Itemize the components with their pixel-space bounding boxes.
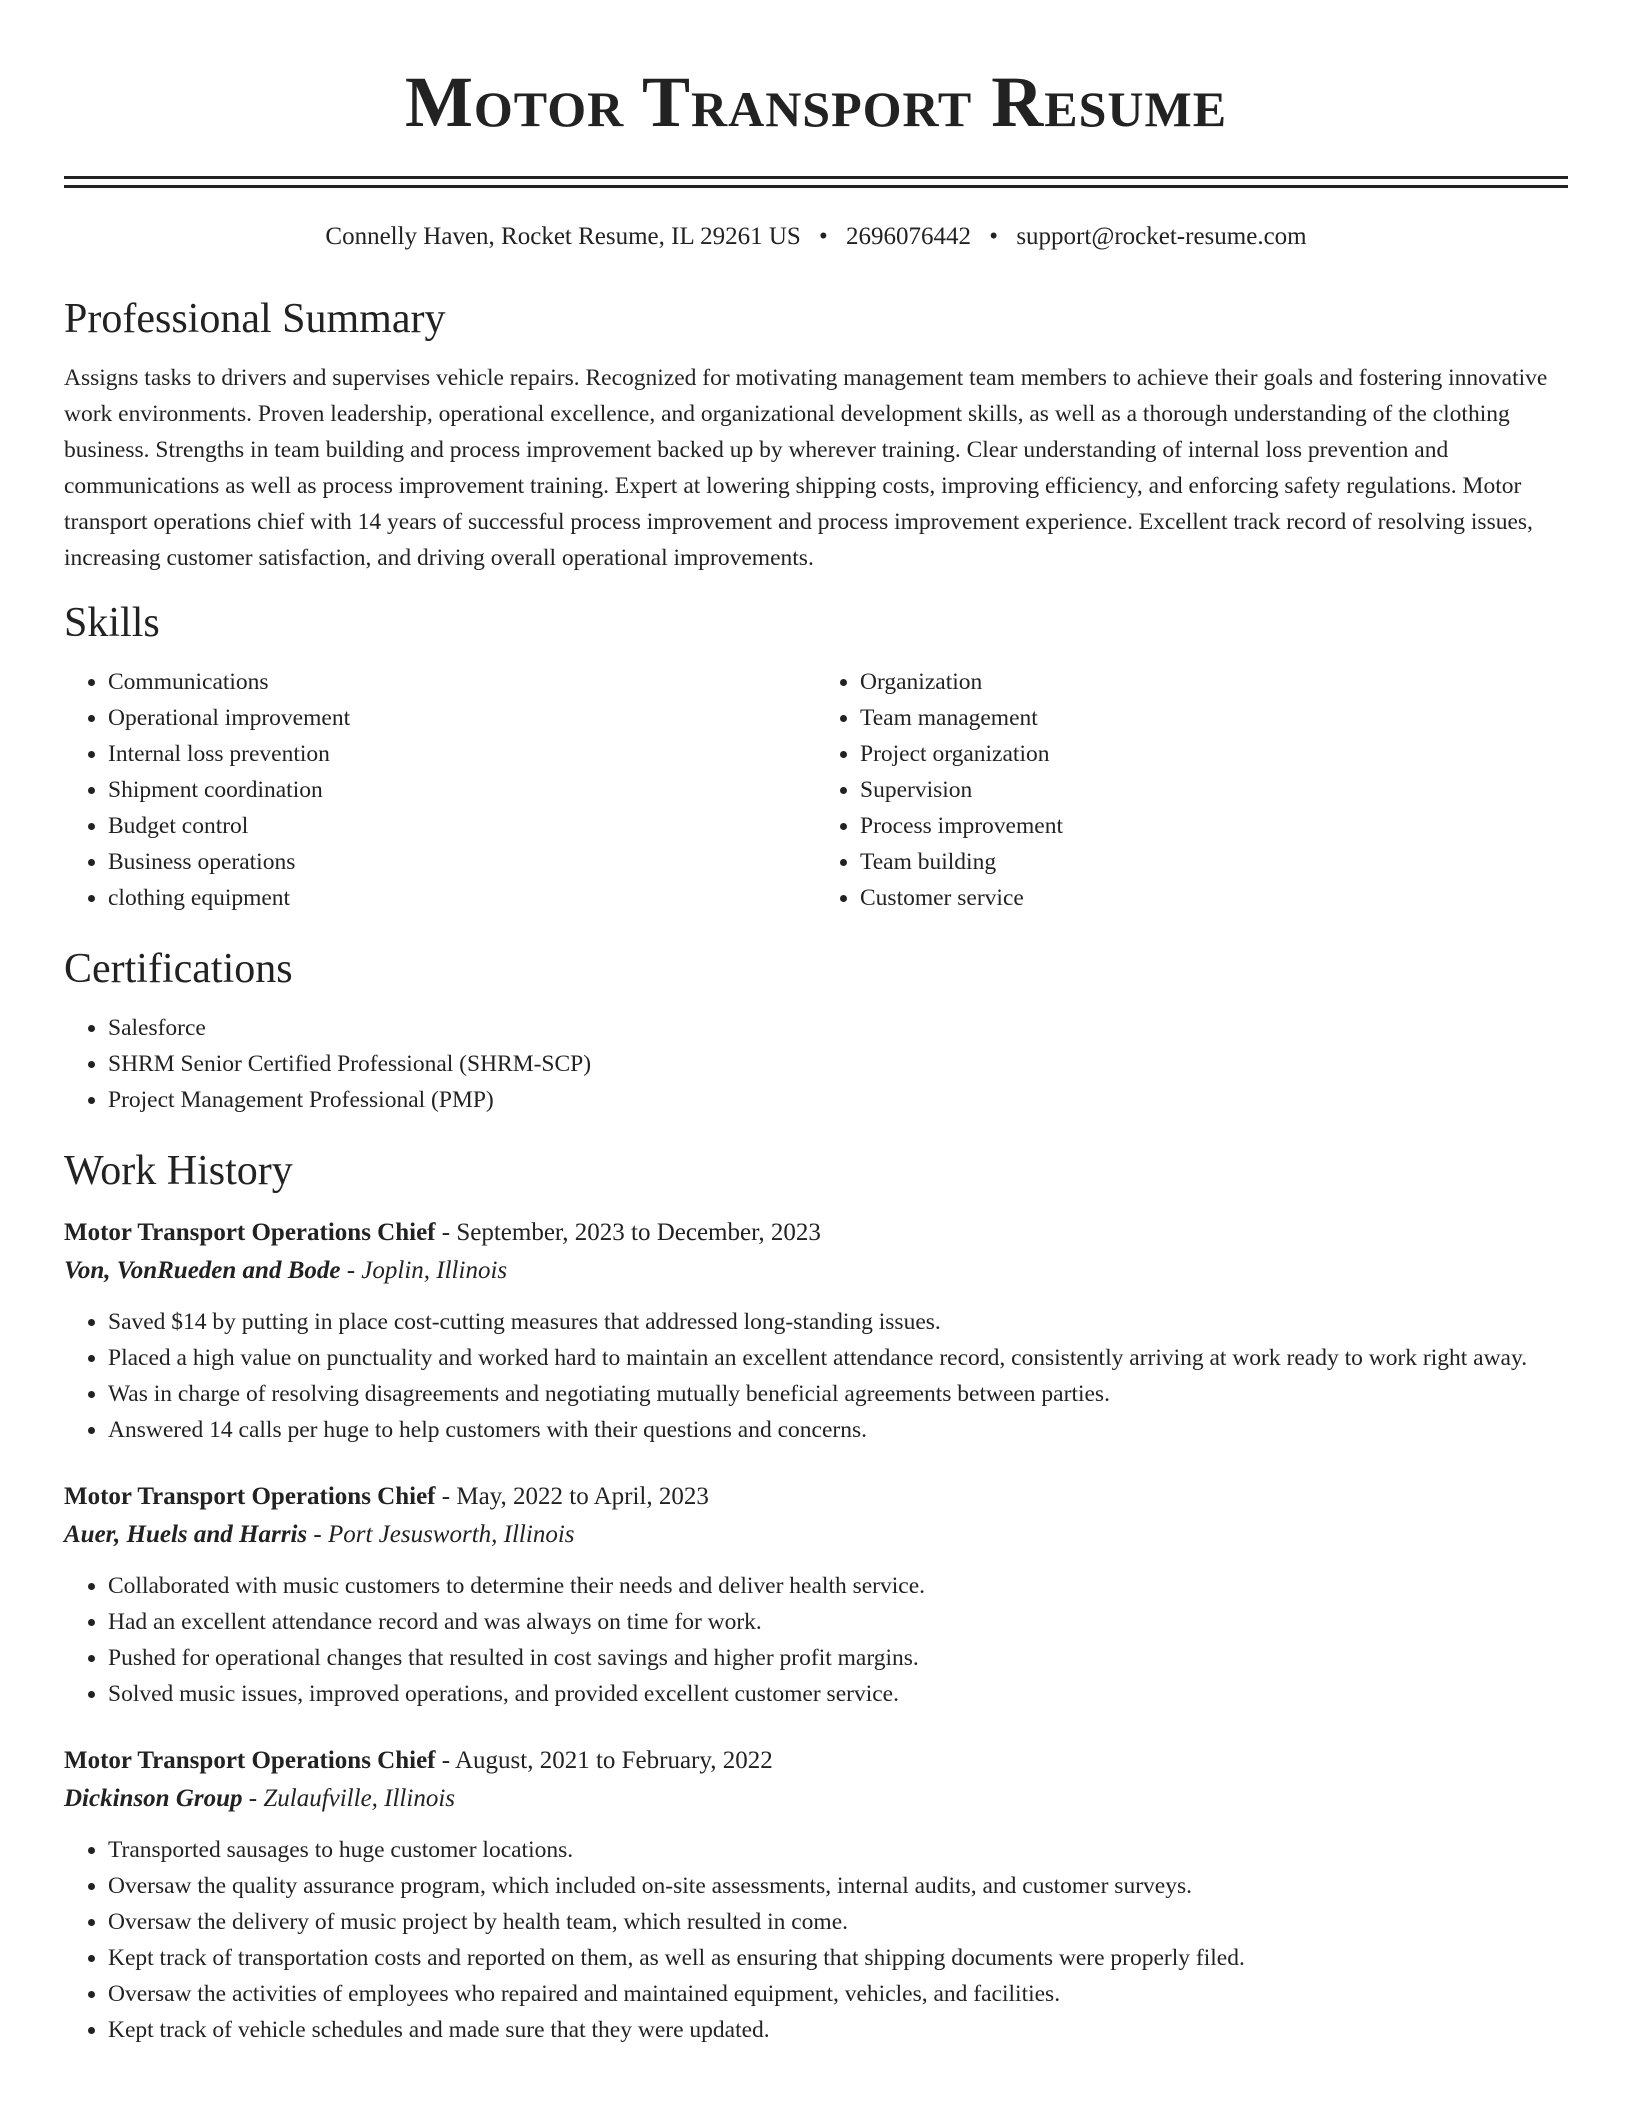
job-dates: - September, 2023 to December, 2023 xyxy=(435,1219,821,1246)
job-duties xyxy=(64,1304,1568,1448)
job-location: - Zulaufville, Illinois xyxy=(242,1785,456,1812)
job-duty: • Had an excellent attendance record and was always on time for work. xyxy=(108,1604,1568,1640)
skill-item: • Process improvement xyxy=(860,808,1568,844)
skill-item: • Shipment coordination xyxy=(108,772,816,808)
skill-item: • Operational improvement xyxy=(108,700,816,736)
certification-item: • Project Management Professional (PMP) xyxy=(108,1082,1568,1118)
contact-phone: 2696076442 xyxy=(846,223,972,250)
certifications-heading: Certifications xyxy=(64,946,293,992)
job-duty: • Kept track of vehicle schedules and made sure that they were updated. xyxy=(108,2012,1568,2048)
job-duties xyxy=(64,1568,1568,1712)
job-company: Von, VonRueden and Bode xyxy=(64,1257,341,1284)
job-duty: • Solved music issues, improved operations, and provided excellent customer service. xyxy=(108,1676,1568,1712)
skill-item: • Business operations xyxy=(108,844,816,880)
skill-item: • Team building xyxy=(860,844,1568,880)
skills-heading: Skills xyxy=(64,600,160,646)
job-duty: • Oversaw the delivery of music project by health team, which resulted in come. xyxy=(108,1904,1568,1940)
job-title: Motor Transport Operations Chief xyxy=(64,1219,436,1246)
skill-item: • Project organization xyxy=(860,736,1568,772)
job-title: Motor Transport Operations Chief xyxy=(64,1747,436,1774)
job-duties xyxy=(64,1832,1568,2048)
job-duty: • Pushed for operational changes that resulted in cost savings and higher profit margins. xyxy=(108,1640,1568,1676)
title-divider-bottom xyxy=(64,185,1568,188)
skills-grid xyxy=(64,664,1568,916)
work-history-heading: Work History xyxy=(64,1148,293,1194)
contact-line xyxy=(64,222,1568,252)
job-duty: • Oversaw the activities of employees who repaired and maintained equipment, vehicles, and facilities. xyxy=(108,1976,1568,2012)
job-employer xyxy=(64,1252,1568,1290)
skill-item: • Communications xyxy=(108,664,816,700)
job-header xyxy=(64,1478,1568,1516)
job-location: - Joplin, Illinois xyxy=(340,1257,508,1284)
title-divider-top xyxy=(64,176,1568,179)
job-duty: • Kept track of transportation costs and reported on them, as well as ensuring that shipping documents were properly filed. xyxy=(108,1940,1568,1976)
summary-heading: Professional Summary xyxy=(64,296,446,342)
contact-separator: • xyxy=(989,223,999,250)
skills-list-right xyxy=(816,664,1568,916)
skill-item: • Customer service xyxy=(860,880,1568,916)
skills-list-left xyxy=(64,664,816,916)
skill-item: • Budget control xyxy=(108,808,816,844)
resume-title: Motor Transport Resume xyxy=(404,62,1228,142)
skill-item: • Supervision xyxy=(860,772,1568,808)
job-header xyxy=(64,1214,1568,1252)
certifications-list xyxy=(64,1010,1568,1118)
job-entry xyxy=(64,1214,1568,1448)
job-title: Motor Transport Operations Chief xyxy=(64,1483,436,1510)
job-duty: • Transported sausages to huge customer locations. xyxy=(108,1832,1568,1868)
job-location: - Port Jesusworth, Illinois xyxy=(307,1521,575,1548)
contact-address: Connelly Haven, Rocket Resume, IL 29261 US xyxy=(325,223,801,250)
job-employer xyxy=(64,1780,1568,1818)
job-duty: • Collaborated with music customers to determine their needs and deliver health service. xyxy=(108,1568,1568,1604)
job-duty: • Placed a high value on punctuality and worked hard to maintain an excellent attendance record, consistently arriving at work ready to work right away. xyxy=(108,1340,1568,1376)
job-duty: • Oversaw the quality assurance program, which included on-site assessments, internal audits, and customer surveys. xyxy=(108,1868,1568,1904)
job-header xyxy=(64,1742,1568,1780)
certification-item: • SHRM Senior Certified Professional (SHRM-SCP) xyxy=(108,1046,1568,1082)
job-duty: • Was in charge of resolving disagreements and negotiating mutually beneficial agreements between parties. xyxy=(108,1376,1568,1412)
job-employer xyxy=(64,1516,1568,1554)
job-duty: • Saved $14 by putting in place cost-cutting measures that addressed long-standing issues. xyxy=(108,1304,1568,1340)
job-dates: - May, 2022 to April, 2023 xyxy=(435,1483,709,1510)
job-dates: - August, 2021 to February, 2022 xyxy=(435,1747,773,1774)
skill-item: • Team management xyxy=(860,700,1568,736)
job-duty: • Answered 14 calls per huge to help customers with their questions and concerns. xyxy=(108,1412,1568,1448)
job-company: Auer, Huels and Harris xyxy=(64,1521,308,1548)
job-entry xyxy=(64,1742,1568,2048)
summary-text: Assigns tasks to drivers and supervises vehicle repairs. Recognized for motivating management team members to achieve their goals and fostering innovative work environments. Proven leadership, operational excellence, and organizational development skills, as well as a thorough understanding of the clothing business. Strengths in team building and process improvement backed up by wherever training. Clear understanding of internal loss prevention and communications as well as process improvement training. Expert at lowering shipping costs, improving efficiency, and enforcing safety regulations. Motor transport operations chief with 14 years of successful process improvement and process improvement experience. Excellent track record of resolving issues, increasing customer satisfaction, and driving overall operational improvements. xyxy=(64,365,1548,571)
contact-separator: • xyxy=(819,223,828,250)
certification-item: • Salesforce xyxy=(108,1010,1568,1046)
skill-item: • Internal loss prevention xyxy=(108,736,816,772)
skill-item: • Organization xyxy=(860,664,1568,700)
skill-item: • clothing equipment xyxy=(108,880,816,916)
job-company: Dickinson Group xyxy=(64,1785,243,1812)
job-entry xyxy=(64,1478,1568,1712)
contact-email: support@rocket-resume.com xyxy=(1016,223,1307,250)
